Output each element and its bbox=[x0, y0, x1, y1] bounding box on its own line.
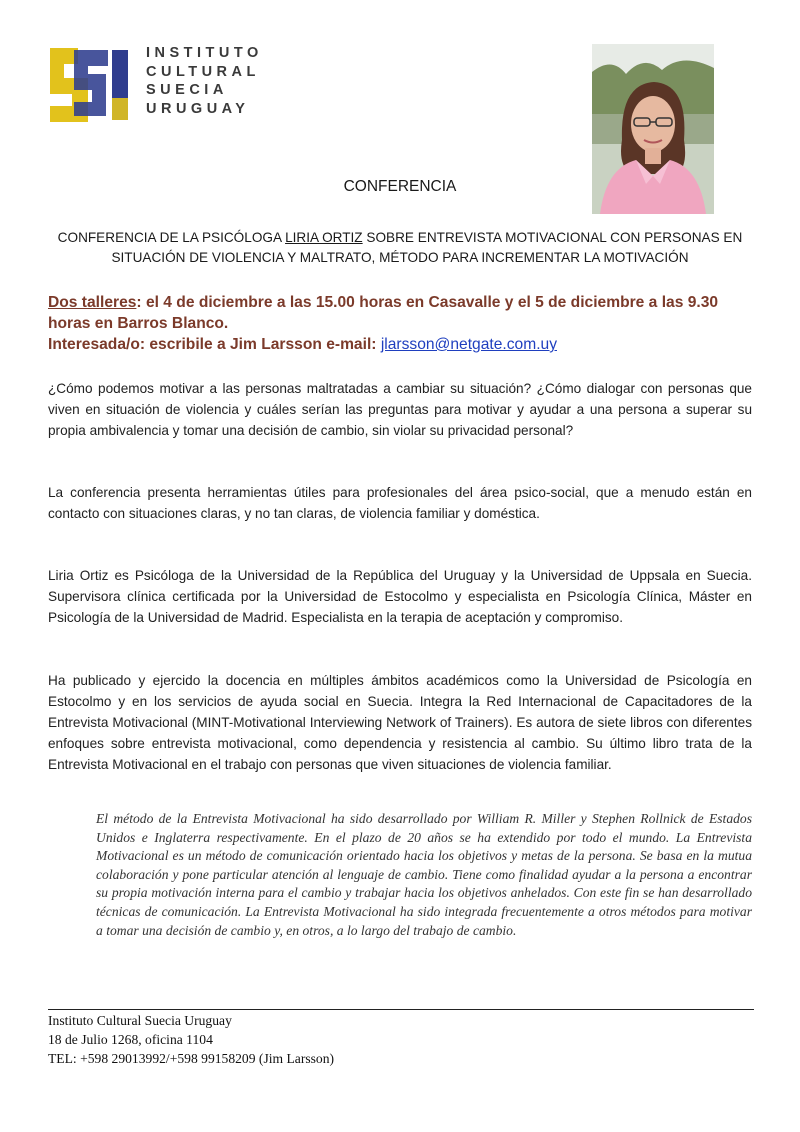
logo-mark-icon bbox=[48, 44, 134, 126]
logo-line-3: SUECIA bbox=[146, 82, 228, 98]
workshops-label: Dos talleres bbox=[48, 294, 137, 311]
footer-street: 18 de Julio 1268, oficina 1104 bbox=[48, 1031, 213, 1047]
logo-line-1: INSTITUTO bbox=[146, 45, 263, 61]
institute-logo bbox=[48, 44, 278, 126]
footer-institute: Instituto Cultural Suecia Uruguay bbox=[48, 1013, 232, 1028]
logo-line-4: URUGUAY bbox=[146, 100, 250, 117]
footer-phone: TEL: +598 29013992/+598 99158209 (Jim Larsson) bbox=[48, 1050, 335, 1066]
paragraph-questions: ¿Cómo podemos motivar a las personas maltratadas a cambiar su situación? ¿Cómo dialogar con personas que viven en situación de violencia y cuáles serían las preguntas para motivar y ayudar a una persona a superar su propia ambivalencia y tomar una decisión de cambio, sin violar su privacidad personal? bbox=[48, 381, 752, 438]
speaker-name: LIRIA ORTIZ bbox=[285, 230, 363, 245]
logo-line-2: CULTURAL bbox=[146, 63, 260, 80]
contact-text: Interesada/o: escribile a Jim Larsson e-mail: bbox=[48, 336, 381, 353]
email-link[interactable]: jlarsson@netgate.com.uy bbox=[380, 336, 557, 353]
footer-address bbox=[48, 1012, 334, 1068]
logo-text bbox=[146, 44, 263, 118]
method-quote: El método de la Entrevista Motivacional ha sido desarrollado por William R. Miller y Stephen Rollnick de Estados Unidos e Inglaterra respectivamente. En el plazo de 20 años se ha extendido por todo el mundo. La Entrevista Motivacional es un método de comunicación orientado hacia los objetivos y metas de la persona. Se basa en la mutua colaboración y pone particular atención al lenguaje de cambio. Tiene como finalidad ayudar a la persona a encontrar su propia motivación interna para el cambio y trabajar hacia los objetivos anhelados. Con este fin se han desarrollado técnicas de comunicación. La Entrevista Motivacional ha sido integrada frecuentemente a otros métodos para motivar a tomar una decisión de cambio y, en otros, a lo largo del trabajo de cambio. bbox=[96, 811, 752, 938]
workshop-info bbox=[48, 292, 758, 355]
subtitle-part-1: CONFERENCIA DE LA PSICÓLOGA bbox=[57, 230, 286, 245]
page-title: CONFERENCIA bbox=[343, 178, 457, 195]
paragraph-conference: La conferencia presenta herramientas útiles para profesionales del área psico-social, que a menudo están en contacto con situaciones claras, y no tan claras, de violencia familiar y doméstica. bbox=[48, 485, 752, 521]
paragraph-bio: Liria Ortiz es Psicóloga de la Universidad de la República del Uruguay y la Universidad de Uppsala en Suecia. Supervisora clínica certificada por la Universidad de Estocolmo y especialista en Psicología Clínica, Máster en Psicología de la Universidad de Madrid. Especialista en la terapia de aceptación y compromiso. bbox=[48, 568, 752, 625]
footer-divider bbox=[48, 1009, 754, 1010]
workshops-details: : el 4 de diciembre a las 15.00 horas en Casavalle y el 5 de diciembre a las 9.30 horas en Barros Blanco. bbox=[48, 294, 719, 332]
conference-subtitle bbox=[44, 228, 756, 268]
subtitle-part-2: SOBRE ENTREVISTA MOTIVACIONAL CON PERSONAS EN SITUACIÓN DE VIOLENCIA Y MALTRATO, MÉTODO PARA INCREMENTAR LA MOTIVACIÓN bbox=[111, 230, 743, 265]
paragraph-publications: Ha publicado y ejercido la docencia en múltiples ámbitos académicos como la Universidad de Psicología en Estocolmo y en los servicios de ayuda social en Suecia. Integra la Red Internacional de Capacitadores de la Entrevista Motivacional (MINT-Motivational Interviewing Network of Trainers). Es autora de siete libros con diferentes enfoques sobre entrevista motivacional, como dependencia y resistencia al cambio. Su último libro trata de la Entrevista Motivacional en el trabajo con personas que viven situaciones de violencia familiar. bbox=[48, 673, 752, 772]
